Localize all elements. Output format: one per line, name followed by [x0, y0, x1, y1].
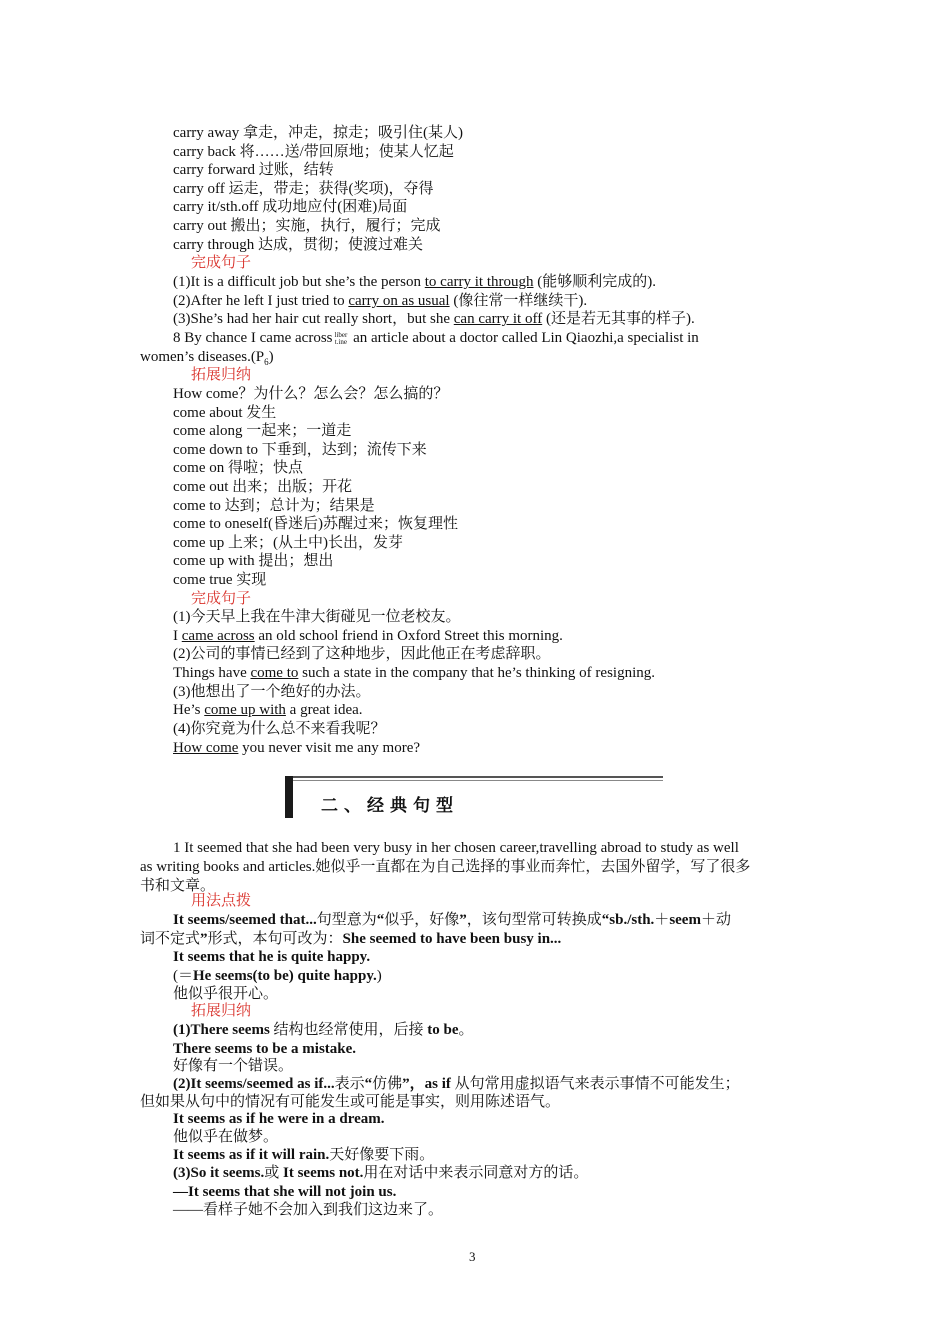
come-item: come true 实现: [173, 572, 267, 588]
come-item: come to oneself(昏迷后)苏醒过来；恢复理性: [173, 516, 458, 532]
text: 表示: [334, 1076, 365, 1092]
bold-text: He seems(to be) quite happy.: [193, 968, 377, 984]
item-8-text: ): [268, 349, 274, 365]
carry-item: carry off 运走，带走；获得(奖项)，夺得: [173, 181, 434, 197]
come-item: come on 得啦；快点: [173, 460, 303, 476]
come-item: come along 一起来；一道走: [173, 423, 352, 439]
come-item: come up 上来；(从土中)长出，发芽: [173, 535, 403, 551]
expand-point-3: [173, 1164, 588, 1182]
text: 用在对话中来表示同意对方的话。: [363, 1165, 589, 1181]
answer-text: can carry it off: [453, 311, 543, 327]
section-title: 二、经典句型: [321, 796, 459, 816]
exercise-sentence: [173, 310, 695, 328]
page-subscript: 6: [264, 357, 269, 367]
text: 形式，本句可改为：: [207, 931, 343, 947]
bold-text: ”: [459, 912, 467, 928]
answer-text: come to: [250, 665, 299, 681]
come-item: come about 发生: [173, 405, 277, 421]
example-translation: ——看样子她不会加入到我们这边来了。: [173, 1202, 444, 1218]
text: 词不定式: [140, 931, 201, 947]
bold-text: It seems/seemed that...: [173, 912, 317, 928]
page-number: 3: [469, 1249, 476, 1264]
expand-label: 拓展归纳: [191, 1003, 252, 1019]
expand-label: 拓展归纳: [191, 367, 252, 383]
text: 仿佛: [372, 1076, 403, 1092]
chinese-prompt: (4)你究竟为什么总不来看我呢？: [173, 721, 386, 737]
bold-text: (2)It seems/seemed as if...: [173, 1076, 335, 1092]
text: ): [376, 968, 382, 984]
item-8-text: women’s diseases.(P: [140, 349, 265, 365]
sentence-text: (像往常一样继续干).: [449, 293, 588, 309]
come-item: come up with 提出；想出: [173, 553, 334, 569]
carry-item: carry away 拿走，冲走，掠走；吸引住(某人): [173, 125, 463, 141]
answer-text: to carry it through: [424, 274, 534, 290]
text: 句型意为: [316, 912, 377, 928]
exercise-sentence: [173, 739, 420, 757]
text: (＝: [173, 968, 193, 984]
carry-item: carry back 将……送/带回原地；使某人忆起: [173, 144, 454, 160]
bold-text: She seemed to have been busy in...: [342, 931, 562, 947]
exercise-sentence: [173, 664, 655, 682]
expand-point-1: [173, 1021, 474, 1039]
chinese-prompt: (1)今天早上我在牛津大街碰见一位老校友。: [173, 609, 461, 625]
chinese-prompt: (2)公司的事情已经到了这种地步，因此他正在考虑辞职。: [173, 646, 551, 662]
sentence-text: you never visit me any more?: [238, 740, 421, 756]
come-item: How come？为什么？怎么会？怎么搞的？: [173, 386, 449, 402]
example-sentence: There seems to be a mistake.: [173, 1041, 357, 1057]
come-item: come down to 下垂到，达到；流传下来: [173, 442, 427, 458]
text: 。: [458, 1022, 474, 1038]
sentence-1-line1: 1 It seemed that she had been very busy in her chosen career,travelling abroad to study as well: [173, 840, 739, 856]
bold-text: (1)There seems: [173, 1022, 270, 1038]
bold-text: ”: [200, 931, 208, 947]
answer-text: come up with: [204, 702, 286, 718]
carry-item: carry out 搬出；实施，执行，履行；完成: [173, 218, 441, 234]
bold-text: ”，as if: [402, 1076, 451, 1092]
example-translation: 好像有一个错误。: [173, 1058, 294, 1074]
exercise-sentence: [173, 701, 363, 719]
sentence-1-line2: [140, 857, 750, 876]
come-item: come out 出来；出版；开花: [173, 479, 353, 495]
sentence-text: Things have: [173, 665, 251, 681]
usage-label: 用法点拨: [191, 893, 252, 909]
bold-text: “sb./sth.: [601, 912, 655, 928]
example-translation: 他似乎在做梦。: [173, 1129, 279, 1145]
sentence-text: He’s: [173, 702, 205, 718]
exercise-sentence: [173, 292, 587, 310]
bold-text: It seems not.: [283, 1165, 364, 1181]
item-8-line1: [173, 329, 699, 347]
example-sentence: [173, 967, 382, 985]
text: 结构也经常使用，后接: [269, 1022, 428, 1038]
text: 从句常用虚拟语气来表示事情不可能发生；: [450, 1076, 740, 1092]
bold-text: “: [376, 912, 385, 928]
sentence-text: (能够顺利完成的).: [533, 274, 656, 290]
bold-text: (3)So it seems.: [173, 1165, 265, 1181]
usage-line1: [173, 911, 731, 929]
section-rule: [293, 780, 663, 781]
text: ＋动: [700, 912, 731, 928]
expand-point-2: [173, 1075, 740, 1093]
sentence-text: such a state in the company that he’s thinking of resigning.: [298, 665, 655, 681]
section-bar: [285, 776, 293, 818]
answer-text: came across: [181, 628, 255, 644]
sentence-text: I: [173, 628, 182, 644]
text: ，该句型常可转换成: [466, 912, 602, 928]
exercise-sentence: [173, 273, 656, 291]
example-sentence: —It seems that she will not join us.: [173, 1184, 397, 1200]
answer-text: How come: [173, 740, 239, 756]
carry-item: carry through 达成，贯彻；使渡过难关: [173, 237, 423, 253]
complete-sentences-label: 完成句子: [191, 591, 252, 607]
example-translation: 他似乎很开心。: [173, 986, 279, 1002]
example-sentence: [173, 1146, 434, 1164]
text: 或: [264, 1165, 283, 1181]
note-top: liber: [334, 330, 348, 339]
complete-sentences-label: 完成句子: [191, 255, 252, 271]
text: ＋: [654, 912, 670, 928]
bold-text: It seems as if it will rain.: [173, 1147, 330, 1163]
answer-text: carry on as usual: [348, 293, 450, 309]
section-rule: [293, 776, 663, 778]
sentence-text: a great idea.: [285, 702, 363, 718]
sentence-text: (1)It is a difficult job but she’s the person: [173, 274, 425, 290]
bold-text: seem: [669, 912, 701, 928]
expand-point-2-line2: 但如果从句中的情况有可能发生或可能是事实，则用陈述语气。: [140, 1094, 561, 1110]
carry-item: carry it/sth.off 成功地应付(困难)局面: [173, 199, 408, 215]
sentence-1-line3: 书和文章。: [140, 876, 216, 894]
usage-line2: [140, 930, 561, 948]
chinese-prompt: (3)他想出了一个绝好的办法。: [173, 684, 371, 700]
sentence-text: (3)She’s had her hair cut really short，but she: [173, 311, 454, 327]
item-8-text: an article about a doctor called Lin Qiaozhi,a specialist in: [349, 330, 699, 346]
carry-item: carry forward 过账，结转: [173, 162, 334, 178]
sentence-text: (2)After he left I just tried to: [173, 293, 349, 309]
text: 天好像要下雨。: [329, 1147, 435, 1163]
item-8-text: 8 By chance I came across: [173, 330, 333, 346]
example-sentence: It seems as if he were in a dream.: [173, 1111, 385, 1127]
bold-text: “: [364, 1076, 373, 1092]
inline-note: [335, 332, 348, 346]
exercise-sentence: [173, 627, 563, 645]
sentence-text: as writing books and articles.: [140, 859, 316, 875]
section-header: [285, 776, 663, 818]
example-sentence: It seems that he is quite happy.: [173, 949, 371, 965]
translation-text: 她似乎一直都在为自己选择的事业而奔忙，去国外留学，写了很多: [315, 857, 751, 875]
sentence-text: (还是若无其事的样子).: [542, 311, 695, 327]
text: 似乎，好像: [384, 912, 460, 928]
note-bottom: t.ine: [334, 337, 348, 346]
bold-text: to be: [427, 1022, 459, 1038]
come-item: come to 达到；总计为；结果是: [173, 498, 375, 514]
sentence-text: an old school friend in Oxford Street this morning.: [254, 628, 563, 644]
